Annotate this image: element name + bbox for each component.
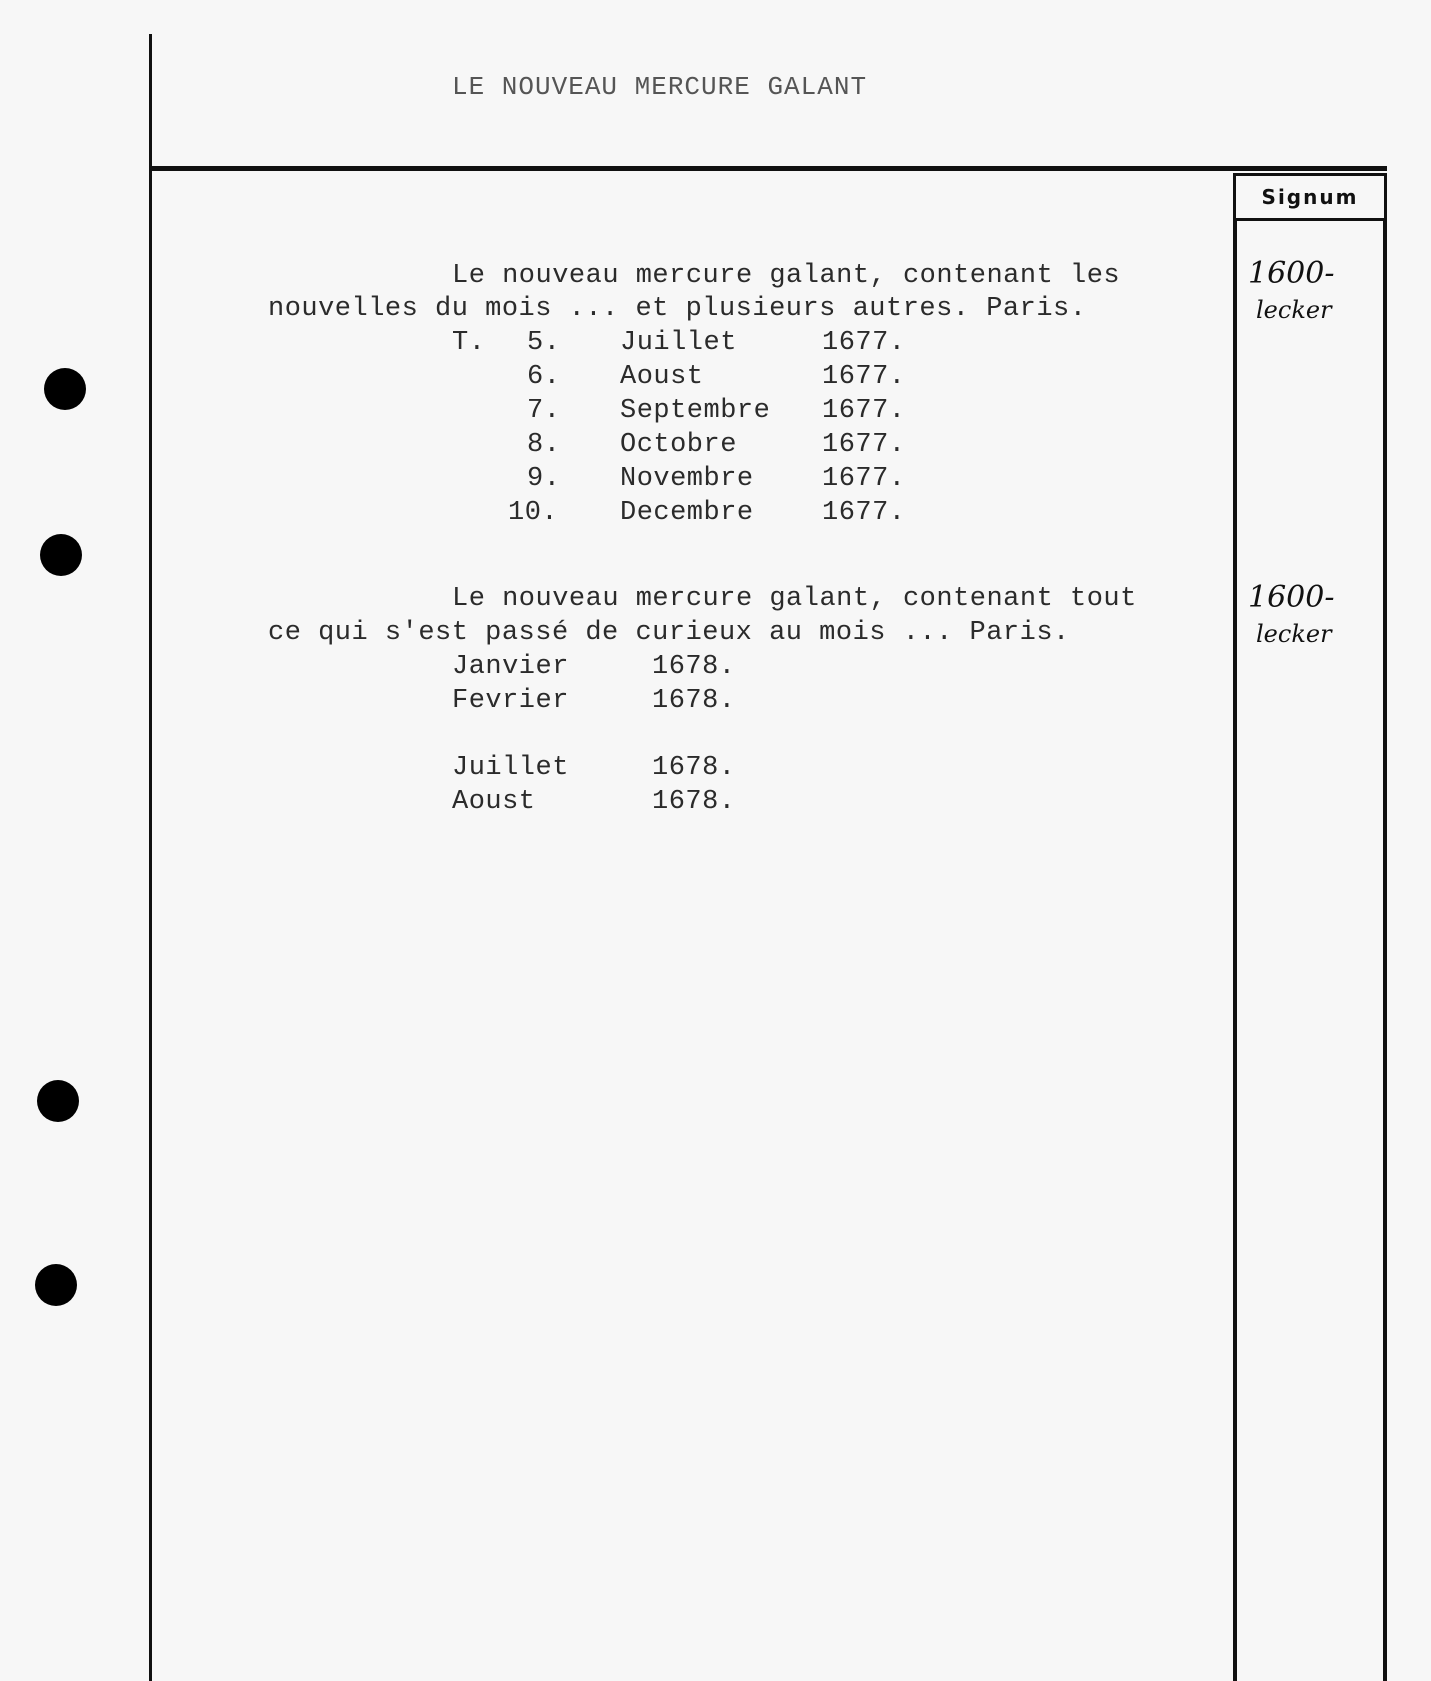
- entry1-issue-year: 1677.: [822, 430, 906, 460]
- punch-hole-2: [40, 534, 82, 576]
- entry2-signum-note: lecker: [1256, 620, 1332, 648]
- entry1-issue-num: 10.: [508, 498, 559, 528]
- punch-hole-3: [37, 1080, 79, 1122]
- left-margin-rule: [149, 34, 152, 1681]
- signum-header: Signum: [1233, 173, 1387, 221]
- entry2-issue-month: Janvier: [452, 652, 569, 682]
- entry1-issue-num: 5.: [527, 328, 561, 358]
- entry2-issue-year: 1678.: [652, 686, 736, 716]
- entry2-signum-shelfmark: 1600-: [1248, 580, 1335, 615]
- entry1-issue-year: 1677.: [822, 396, 906, 426]
- entry1-issue-month: Septembre: [620, 396, 771, 426]
- entry1-tome-prefix: T.: [452, 328, 486, 358]
- entry2-issue-year: 1678.: [652, 787, 736, 817]
- entry2-line2: ce qui s'est passé de curieux au mois ... Paris.: [268, 618, 1070, 648]
- header-rule: [149, 166, 1387, 171]
- entry1-signum-shelfmark: 1600-: [1248, 256, 1335, 291]
- entry1-issue-month: Novembre: [620, 464, 754, 494]
- entry1-line2: nouvelles du mois ... et plusieurs autres. Paris.: [268, 294, 1087, 324]
- entry1-issue-month: Aoust: [620, 362, 704, 392]
- entry1-issue-month: Juillet: [620, 328, 737, 358]
- page-title: LE NOUVEAU MERCURE GALANT: [452, 72, 868, 102]
- entry2-issue-month: Aoust: [452, 787, 536, 817]
- entry1-issue-month: Octobre: [620, 430, 737, 460]
- entry1-issue-num: 7.: [527, 396, 561, 426]
- punch-hole-4: [35, 1264, 77, 1306]
- entry1-issue-num: 6.: [527, 362, 561, 392]
- entry2-issue-month: Fevrier: [452, 686, 569, 716]
- entry2-line1: Le nouveau mercure galant, contenant tout: [452, 584, 1137, 614]
- entry1-line1: Le nouveau mercure galant, contenant les: [452, 261, 1121, 291]
- entry1-issue-year: 1677.: [822, 328, 906, 358]
- entry2-issue-year: 1678.: [652, 652, 736, 682]
- entry1-issue-num: 8.: [527, 430, 561, 460]
- entry1-issue-year: 1677.: [822, 464, 906, 494]
- entry1-issue-year: 1677.: [822, 362, 906, 392]
- punch-hole-1: [44, 368, 86, 410]
- entry1-issue-year: 1677.: [822, 498, 906, 528]
- entry2-issue-year: 1678.: [652, 753, 736, 783]
- entry1-issue-month: Decembre: [620, 498, 754, 528]
- signum-column-right-rule: [1383, 173, 1387, 1681]
- entry1-signum-note: lecker: [1256, 296, 1332, 324]
- entry2-issue-month: Juillet: [452, 753, 569, 783]
- signum-column-left-rule: [1233, 173, 1237, 1681]
- entry1-issue-num: 9.: [527, 464, 561, 494]
